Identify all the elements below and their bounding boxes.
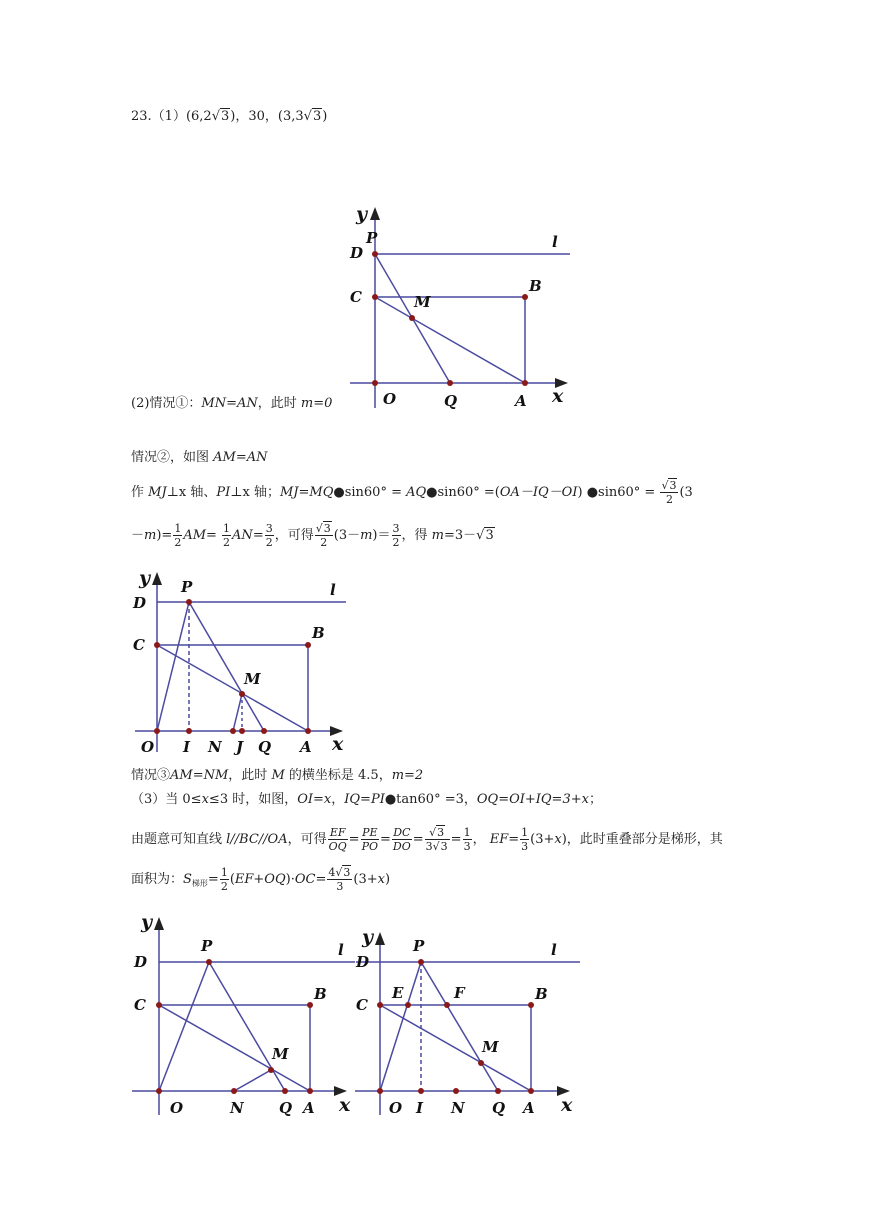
- label-y: y: [141, 911, 153, 933]
- label-l: l: [551, 941, 557, 959]
- label-d: D: [350, 244, 364, 262]
- text: ⊥x 轴；: [230, 485, 280, 500]
- denominator: 2: [265, 536, 273, 549]
- label-l: l: [338, 941, 344, 959]
- numerator: EF: [328, 826, 348, 840]
- label-l: l: [330, 581, 336, 599]
- label-x: x: [552, 385, 564, 407]
- label-c: C: [133, 636, 145, 654]
- text: ≤3 时，如图，: [208, 792, 298, 807]
- label-p: P: [413, 937, 425, 955]
- text: =3－: [443, 528, 477, 543]
- denominator: 3: [521, 840, 529, 853]
- text: ⊥x 轴、: [166, 485, 217, 500]
- fraction-sqrt3-over-3sqrt3: $\frac{√3}{3√3}$: [425, 826, 448, 853]
- label-d: D: [134, 953, 148, 971]
- text: OC: [294, 872, 316, 887]
- part-number: 23.（1）: [131, 109, 186, 124]
- label-m: M: [414, 293, 431, 311]
- text: =: [508, 832, 520, 847]
- text: =: [206, 528, 222, 543]
- text: m: [144, 528, 157, 543]
- text: x: [201, 792, 209, 807]
- label-p: P: [201, 937, 213, 955]
- label-m: M: [244, 670, 261, 688]
- answer-b: (3,3: [277, 109, 304, 124]
- label-e: E: [392, 984, 404, 1002]
- numerator: 1: [223, 522, 231, 535]
- label-b: B: [314, 985, 327, 1003]
- text: (: [229, 872, 235, 887]
- text: (3－: [333, 528, 361, 543]
- label-b: B: [312, 624, 325, 642]
- radicand: 3: [440, 840, 448, 853]
- text: MJ=MQ: [279, 485, 334, 500]
- label-m: M: [482, 1038, 499, 1056]
- label-b: B: [529, 277, 542, 295]
- denominator: 2: [223, 536, 231, 549]
- text: 作: [131, 485, 149, 500]
- radicand: 3: [437, 826, 445, 839]
- coefficient: 3: [425, 840, 433, 853]
- radicand: 3: [323, 522, 331, 535]
- text: ，: [331, 792, 345, 807]
- label-d: D: [356, 953, 370, 971]
- case1-prefix: (2)情况①：: [131, 396, 202, 411]
- radicand: 3: [669, 479, 677, 492]
- case1-result: m=0: [300, 396, 333, 411]
- text: ，此时: [228, 768, 272, 783]
- text: OA－IQ－OI: [499, 485, 578, 500]
- label-n: N: [230, 1099, 244, 1117]
- text: OI=x: [297, 792, 332, 807]
- fraction-sqrt3-over-2: $\frac{√3}{2}$: [661, 479, 677, 506]
- case2-intro-text: 情况②，如图: [131, 450, 214, 465]
- label-o: O: [170, 1099, 184, 1117]
- text: ，可得: [287, 832, 327, 847]
- text: )·: [285, 872, 295, 887]
- text: EF+OQ: [234, 872, 286, 887]
- label-c: C: [350, 288, 362, 306]
- denominator: PO: [361, 840, 378, 853]
- radicand: 3: [221, 109, 230, 124]
- case1-mid: ，此时: [257, 396, 301, 411]
- text: ●sin60° =: [333, 485, 407, 500]
- text: )＝: [372, 528, 391, 543]
- label-x: x: [561, 1094, 573, 1116]
- label-x: x: [332, 733, 344, 755]
- answer-close: ): [322, 109, 328, 124]
- text: m: [431, 528, 444, 543]
- text: )，此时重叠部分是梯形，其: [561, 832, 723, 847]
- label-j: J: [236, 738, 244, 756]
- label-n: N: [451, 1099, 465, 1117]
- text: ) ●sin60° =: [577, 485, 660, 500]
- denominator: DO: [392, 840, 411, 853]
- text: OQ=OI+IQ=3+x: [476, 792, 589, 807]
- answer-sep: )，30，: [230, 109, 278, 124]
- case1-eq: MN=AN: [201, 396, 258, 411]
- text: (3: [679, 485, 693, 500]
- text: (3+: [353, 872, 378, 887]
- text: =: [315, 872, 327, 887]
- denominator: OQ: [328, 840, 347, 853]
- text: ●tan60° =3，: [384, 792, 477, 807]
- denominator: 2: [392, 536, 400, 549]
- text: EF: [489, 832, 509, 847]
- denominator: 2: [220, 880, 228, 893]
- numerator: 3: [392, 522, 400, 535]
- numerator: 1: [521, 826, 529, 839]
- text: 由题意可知直线: [131, 832, 227, 847]
- label-a: A: [303, 1099, 315, 1117]
- numerator: DC: [393, 826, 411, 839]
- text: m=2: [391, 768, 424, 783]
- label-l: l: [552, 233, 558, 251]
- label-x: x: [339, 1094, 351, 1116]
- answer-a: (6,2: [185, 109, 212, 124]
- text: ，: [472, 832, 490, 847]
- text: x: [554, 832, 562, 847]
- label-o: O: [383, 390, 397, 408]
- label-o: O: [141, 738, 155, 756]
- text: ，得: [401, 528, 432, 543]
- text: ): [384, 872, 391, 887]
- numerator: PE: [362, 826, 378, 839]
- text: m: [360, 528, 373, 543]
- text: (3+: [530, 832, 555, 847]
- sqrt-sign: √: [211, 109, 220, 124]
- text: =: [252, 528, 264, 543]
- text: ，可得: [274, 528, 314, 543]
- text: )=: [156, 528, 173, 543]
- text: AQ: [406, 485, 427, 500]
- numerator: 1: [174, 522, 182, 535]
- label-q: Q: [258, 738, 272, 756]
- text: 情况③: [131, 768, 171, 783]
- coefficient: 4: [328, 866, 336, 879]
- text: ●sin60° =(: [426, 485, 500, 500]
- label-y: y: [356, 203, 368, 225]
- label-d: D: [133, 594, 147, 612]
- label-c: C: [356, 996, 368, 1014]
- label-n: N: [208, 738, 222, 756]
- text: （3）当 0≤: [131, 792, 202, 807]
- label-i: I: [183, 738, 191, 756]
- radicand: 3: [343, 866, 351, 879]
- text: AN: [232, 528, 253, 543]
- label-a: A: [300, 738, 312, 756]
- numerator: 1: [463, 826, 471, 839]
- text: x: [377, 872, 385, 887]
- text: M: [271, 768, 285, 783]
- label-o: O: [389, 1099, 403, 1117]
- text: MJ: [148, 485, 167, 500]
- text: S: [183, 872, 192, 887]
- denominator: 2: [665, 493, 673, 506]
- radicand: 3: [485, 528, 494, 543]
- label-q: Q: [279, 1099, 293, 1117]
- radicand: 3: [312, 109, 322, 124]
- text: 的横坐标是 4.5，: [284, 768, 392, 783]
- text: －: [131, 528, 145, 543]
- text: 面积为：: [131, 872, 184, 887]
- label-a: A: [523, 1099, 535, 1117]
- denominator: 2: [320, 536, 328, 549]
- numerator: 1: [220, 866, 228, 879]
- label-p: P: [366, 229, 378, 247]
- sqrt-sign: √: [476, 528, 485, 543]
- label-y: y: [139, 567, 151, 589]
- text: ；: [588, 792, 602, 807]
- denominator: 2: [174, 536, 182, 549]
- label-c: C: [134, 996, 146, 1014]
- label-m: M: [272, 1045, 289, 1063]
- label-f: F: [454, 984, 465, 1002]
- text: l//BC//OA: [226, 832, 288, 847]
- denominator: 3: [463, 840, 471, 853]
- case2-intro-eq: AM=AN: [213, 450, 268, 465]
- subscript: 梯形: [191, 879, 208, 888]
- text: AM: [183, 528, 207, 543]
- numerator: 3: [265, 522, 273, 535]
- text: AM=NM: [170, 768, 229, 783]
- text: IQ=PI: [344, 792, 385, 807]
- text: =: [207, 872, 219, 887]
- text: PI: [216, 485, 231, 500]
- fraction-4sqrt3-over-3: $\frac{4√3}{3}$: [328, 866, 351, 893]
- label-y: y: [362, 926, 374, 948]
- sqrt-sign: √: [303, 109, 312, 124]
- denominator: 3: [336, 880, 344, 893]
- label-p: P: [181, 578, 193, 596]
- label-q: Q: [492, 1099, 506, 1117]
- label-i: I: [416, 1099, 424, 1117]
- part3-line2: 由题意可知直线 l//BC//OA，可得 $\frac{EF}{OQ}$ = $\frac{PE}{PO}$ = $\frac{DC}{DO}$ = $\frac{√3}{3√3}$ = $\frac{1}{3}$ ， EF= $\frac{1}{3}$ (3+x)，此时重叠部分是梯形，其: [131, 826, 723, 853]
- label-q: Q: [444, 392, 458, 410]
- label-b: B: [535, 985, 548, 1003]
- fraction-sqrt3-over-2: $\frac{√3}{2}$: [315, 522, 331, 549]
- label-a: A: [515, 392, 527, 410]
